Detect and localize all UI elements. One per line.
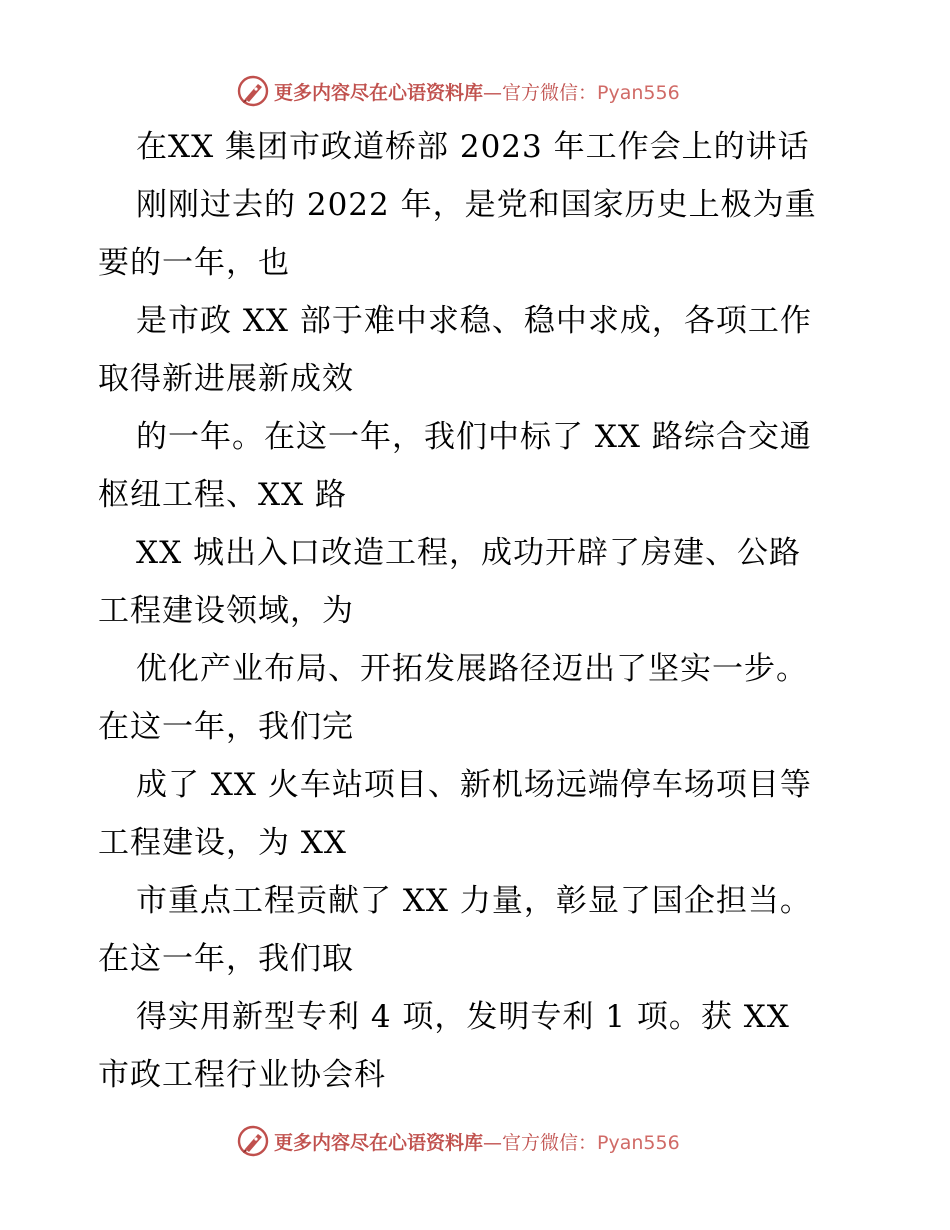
watermark-separator: — <box>483 81 503 104</box>
paragraph-line: 市政工程行业协会科 <box>98 1057 386 1093</box>
watermark-lead: 更多内容尽在心语资料库 <box>274 81 484 104</box>
watermark-lead: 更多内容尽在心语资料库 <box>274 1131 484 1154</box>
pen-logo-icon <box>236 1124 270 1158</box>
paragraph-line: 在这一年，我们完 <box>98 709 354 745</box>
paragraph-line: 成了 XX 火车站项目、新机场远端停车场项目等 <box>136 767 812 803</box>
paragraph-line: 工程建设领域，为 <box>98 593 354 629</box>
watermark-wechat-id: Pyan556 <box>597 1131 680 1154</box>
paragraph-line: 枢纽工程、XX 路 <box>98 477 347 513</box>
paragraph-line: 要的一年，也 <box>98 245 290 281</box>
paragraph-line: 是市政 XX 部于难中求稳、稳中求成，各项工作 <box>136 303 812 339</box>
footer-watermark <box>236 1124 716 1158</box>
watermark-official: 官方微信： <box>502 1131 598 1154</box>
watermark-separator: — <box>483 1131 503 1154</box>
paragraph-line: 的一年。在这一年，我们中标了 XX 路综合交通 <box>136 419 812 455</box>
watermark-text <box>274 1128 680 1155</box>
paragraph-line: 市重点工程贡献了 XX 力量，彰显了国企担当。 <box>136 883 812 919</box>
watermark-official: 官方微信： <box>502 81 598 104</box>
paragraph-line: 优化产业布局、开拓发展路径迈出了坚实一步。 <box>136 651 808 687</box>
paragraph-line: XX 城出入口改造工程，成功开辟了房建、公路 <box>136 535 801 571</box>
paragraph-line: 在这一年，我们取 <box>98 941 354 977</box>
watermark-text <box>274 78 680 105</box>
paragraph-line: 得实用新型专利 4 项，发明专利 1 项。获 XX <box>136 999 790 1035</box>
document-title: 在XX 集团市政道桥部 2023 年工作会上的讲话 <box>136 129 810 165</box>
pen-logo-icon <box>236 74 270 108</box>
header-watermark <box>236 74 716 108</box>
document-body <box>98 118 858 1104</box>
paragraph-line: 刚刚过去的 2022 年，是党和国家历史上极为重 <box>136 187 817 223</box>
paragraph-line: 工程建设，为 XX <box>98 825 347 861</box>
paragraph-line: 取得新进展新成效 <box>98 361 354 397</box>
watermark-wechat-id: Pyan556 <box>597 81 680 104</box>
